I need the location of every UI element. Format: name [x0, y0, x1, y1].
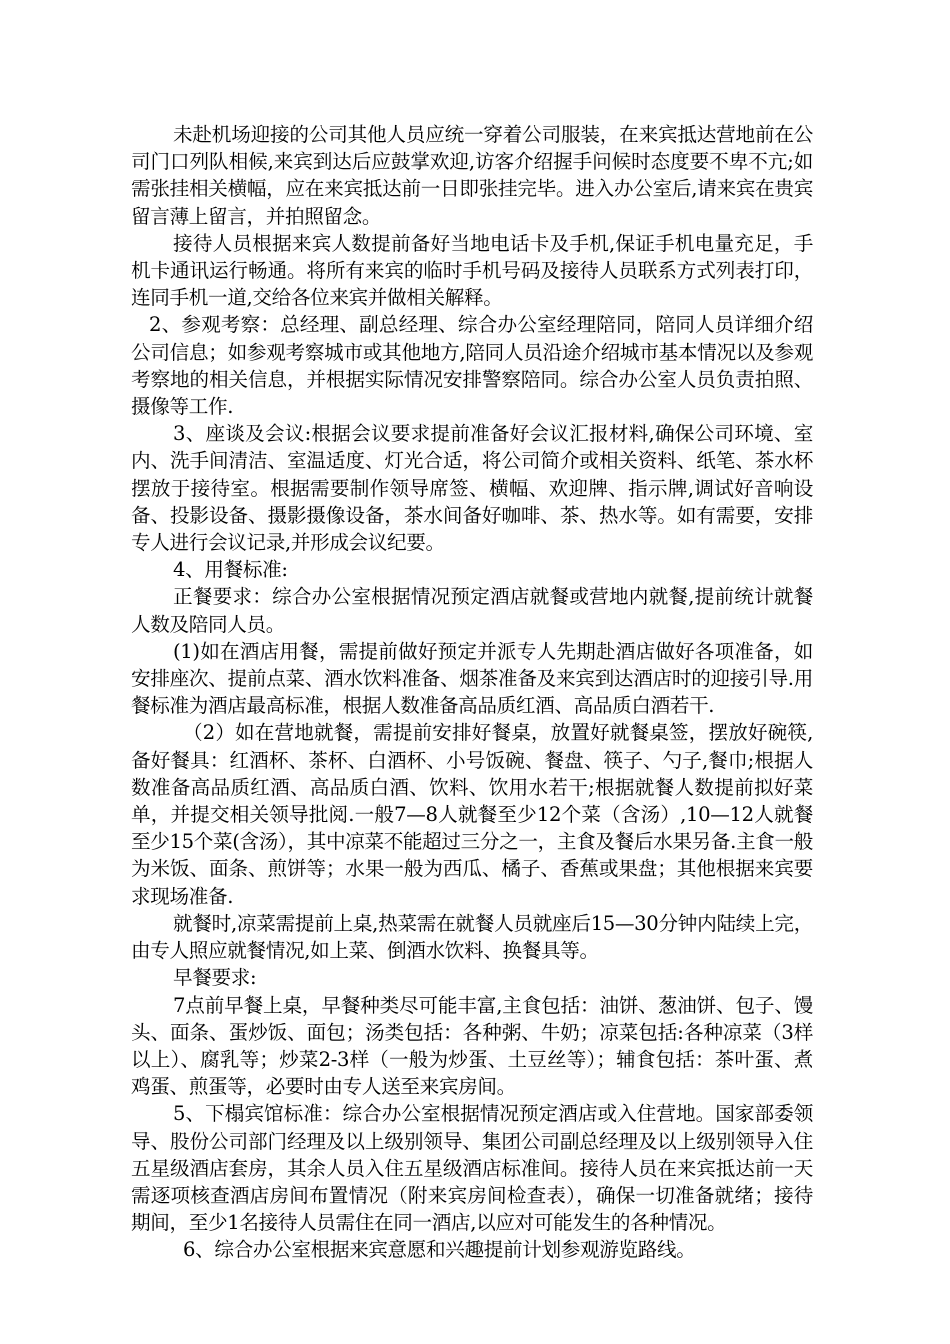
- paragraph-phone-cards: 接待人员根据来宾人数提前备好当地电话卡及手机,保证手机电量充足，手机卡通讯运行畅通。将所有来宾的临时手机号码及接待人员联系方式列表打印，连同手机一道,交给各位来宾并做相关解释。: [131, 231, 813, 310]
- paragraph-formal-meal: 正餐要求：综合办公室根据情况预定酒店就餐或营地内就餐,提前统计就餐人数及陪同人员。: [131, 585, 813, 636]
- document-page: [131, 121, 813, 1264]
- paragraph-accommodation: 5、下榻宾馆标准：综合办公室根据情况预定酒店或入住营地。国家部委领导、股份公司部门经理及以上级别领导、集团公司副总经理及以上级别领导入住五星级酒店套房，其余人员入住五星级酒店标准间。接待人员在来宾抵达前一天需逐项核查酒店房间布置情况（附来宾房间检查表），确保一切准备就绪；接待期间，至少1名接待人员需住在同一酒店,以应对可能发生的各种情况。: [131, 1102, 813, 1235]
- paragraph-serving: 就餐时,凉菜需提前上桌,热菜需在就餐人员就座后15—30分钟内陆续上完，由专人照应就餐情况,如上菜、倒酒水饮料、换餐具等。: [131, 911, 813, 963]
- paragraph-welcome-at-company: 未赴机场迎接的公司其他人员应统一穿着公司服装，在来宾抵达营地前在公司门口列队相候,来宾到达后应鼓掌欢迎,访客介绍握手问候时态度要不卑不亢;如需张挂相关横幅，应在来宾抵达前一日即张挂完毕。进入办公室后,请来宾在贵宾留言薄上留言，并拍照留念。: [131, 123, 813, 228]
- paragraph-breakfast-details: 7点前早餐上桌，早餐种类尽可能丰富,主食包括：油饼、葱油饼、包子、馒头、面条、蛋炒饭、面包；汤类包括：各种粥、牛奶；凉菜包括:各种凉菜（3样以上）、腐乳等；炒菜2-3样（一般为炒蛋、土豆丝等）；辅食包括：茶叶蛋、煮鸡蛋、煎蛋等，必要时由专人送至来宾房间。: [131, 993, 813, 1099]
- paragraph-camp-dining: （2）如在营地就餐，需提前安排好餐桌，放置好就餐桌签，摆放好碗筷,备好餐具：红酒杯、茶杯、白酒杯、小号饭碗、餐盘、筷子、勺子,餐巾;根据人数准备高品质红酒、高品质白酒、饮料、饮用水若干;根据就餐人数提前拟好菜单，并提交相关领导批阅.一般7—8人就餐至少12个菜（含汤）,10—12人就餐至少15个菜(含汤），其中凉菜不能超过三分之一，主食及餐后水果另备.主食一般为米饭、面条、煎饼等；水果一般为西瓜、橘子、香蕉或果盘；其他根据来宾要求现场准备.: [131, 721, 813, 908]
- paragraph-sightseeing: 6、综合办公室根据来宾意愿和兴趣提前计划参观游览路线。: [183, 1238, 696, 1262]
- paragraph-hotel-dining: (1)如在酒店用餐，需提前做好预定并派专人先期赴酒店做好各项准备，如安排座次、提前点菜、酒水饮料准备、烟茶准备及来宾到达酒店时的迎接引导.用餐标准为酒店最高标准，根据人数准备高品质红酒、高品质白酒若干.: [131, 639, 813, 718]
- paragraph-meetings: 3、座谈及会议:根据会议要求提前准备好会议汇报材料,确保公司环境、室内、洗手间清洁、室温适度、灯光合适，将公司简介或相关资料、纸笔、茶水杯摆放于接待室。根据需要制作领导席签、横幅、欢迎牌、指示牌,调试好音响设备、投影设备、摄影摄像设备，茶水间备好咖啡、茶、热水等。如有需要，安排专人进行会议记录,并形成会议纪要。: [131, 422, 813, 555]
- heading-dining-standards: 4、用餐标准:: [173, 558, 288, 582]
- paragraph-site-visit: 2、参观考察：总经理、副总经理、综合办公室经理陪同，陪同人员详细介绍公司信息；如参观考察城市或其他地方,陪同人员沿途介绍城市基本情况以及参观考察地的相关信息，并根据实际情况安排警察陪同。综合办公室人员负责拍照、摄像等工作.: [131, 313, 813, 419]
- heading-breakfast: 早餐要求:: [173, 966, 257, 990]
